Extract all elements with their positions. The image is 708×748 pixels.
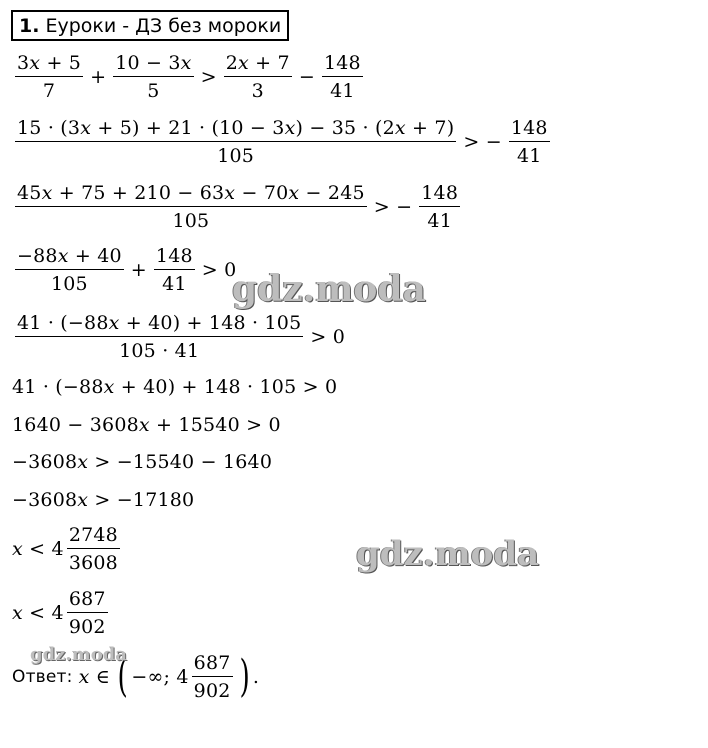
denominator: 41	[322, 76, 363, 102]
equation-line-11	[12, 588, 111, 638]
watermark: gdz.moda	[356, 534, 540, 574]
denominator: 3608	[67, 548, 120, 574]
fraction	[509, 117, 550, 167]
equation-line-7: 1640 − 3608𝑥 + 15540 > 0	[12, 414, 281, 436]
fraction	[224, 52, 292, 102]
denominator: 5	[113, 76, 193, 102]
fraction	[419, 182, 460, 232]
fraction	[192, 652, 233, 702]
fraction	[15, 245, 124, 295]
denominator: 41	[154, 269, 195, 295]
task-number: 1.	[19, 14, 40, 37]
numerator: 148	[155, 245, 193, 267]
numerator: 2𝑥 + 7	[225, 52, 290, 74]
equation-line-6: 41 · (−88𝑥 + 40) + 148 · 105 > 0	[12, 376, 338, 398]
denominator: 41	[509, 141, 550, 167]
close-paren: )	[239, 651, 250, 702]
numerator: 2748	[68, 524, 118, 546]
equation-line-4	[12, 245, 240, 295]
fraction	[67, 524, 120, 574]
equation-line-1	[12, 52, 366, 102]
fraction	[113, 52, 193, 102]
operator: > 0	[310, 326, 346, 348]
denominator: 902	[192, 676, 233, 702]
task-header	[11, 10, 289, 41]
denominator: 902	[67, 612, 108, 638]
numerator: 41 · (−88𝑥 + 40) + 148 · 105	[17, 312, 302, 334]
numerator: 687	[193, 652, 231, 674]
fraction	[15, 52, 83, 102]
interval-bound: −∞; 4	[131, 666, 189, 688]
numerator: 10 − 3𝑥	[115, 52, 192, 74]
numerator: 148	[323, 52, 361, 74]
equation-line-10	[12, 524, 123, 574]
equation-line-8: −3608𝑥 > −15540 − 1640	[12, 451, 273, 473]
operator: −	[298, 66, 315, 88]
numerator: 687	[68, 588, 106, 610]
watermark: gdz.moda	[232, 268, 426, 310]
fraction	[15, 312, 303, 362]
watermark: gdz.moda	[30, 644, 127, 665]
equation-line-5	[12, 312, 349, 362]
denominator: 105	[15, 141, 456, 167]
task-title: Еуроки - ДЗ без мороки	[45, 14, 282, 37]
open-paren: (	[117, 651, 128, 702]
equation-line-9: −3608𝑥 > −17180	[12, 489, 195, 511]
numerator: 15 · (3𝑥 + 5) + 21 · (10 − 3𝑥) − 35 · (2𝑥 + 7)	[17, 117, 455, 139]
operator: >	[200, 66, 217, 88]
operator: +	[90, 66, 107, 88]
numerator: 148	[510, 117, 548, 139]
equation-line-3	[12, 182, 463, 232]
denominator: 105 · 41	[15, 336, 303, 362]
period: .	[252, 666, 260, 688]
operator: +	[130, 259, 147, 281]
inequality-lhs: 𝑥 < 4	[12, 538, 64, 560]
denominator: 7	[15, 76, 83, 102]
numerator: 45𝑥 + 75 + 210 − 63𝑥 − 70𝑥 − 245	[17, 182, 365, 204]
numerator: −88𝑥 + 40	[17, 245, 122, 267]
operator: > 0	[201, 259, 237, 281]
denominator: 105	[15, 269, 124, 295]
numerator: 148	[421, 182, 459, 204]
fraction	[67, 588, 108, 638]
operator: > −	[463, 131, 502, 153]
answer-set: 𝑥 ∈	[78, 666, 111, 688]
fraction	[322, 52, 363, 102]
denominator: 41	[419, 206, 460, 232]
fraction	[154, 245, 195, 295]
equation-line-2	[12, 117, 553, 167]
fraction	[15, 117, 456, 167]
inequality-lhs: 𝑥 < 4	[12, 602, 64, 624]
denominator: 3	[224, 76, 292, 102]
denominator: 105	[15, 206, 367, 232]
numerator: 3𝑥 + 5	[17, 52, 82, 74]
answer-label: Ответ:	[12, 667, 73, 687]
operator: > −	[373, 196, 413, 218]
fraction	[15, 182, 367, 232]
